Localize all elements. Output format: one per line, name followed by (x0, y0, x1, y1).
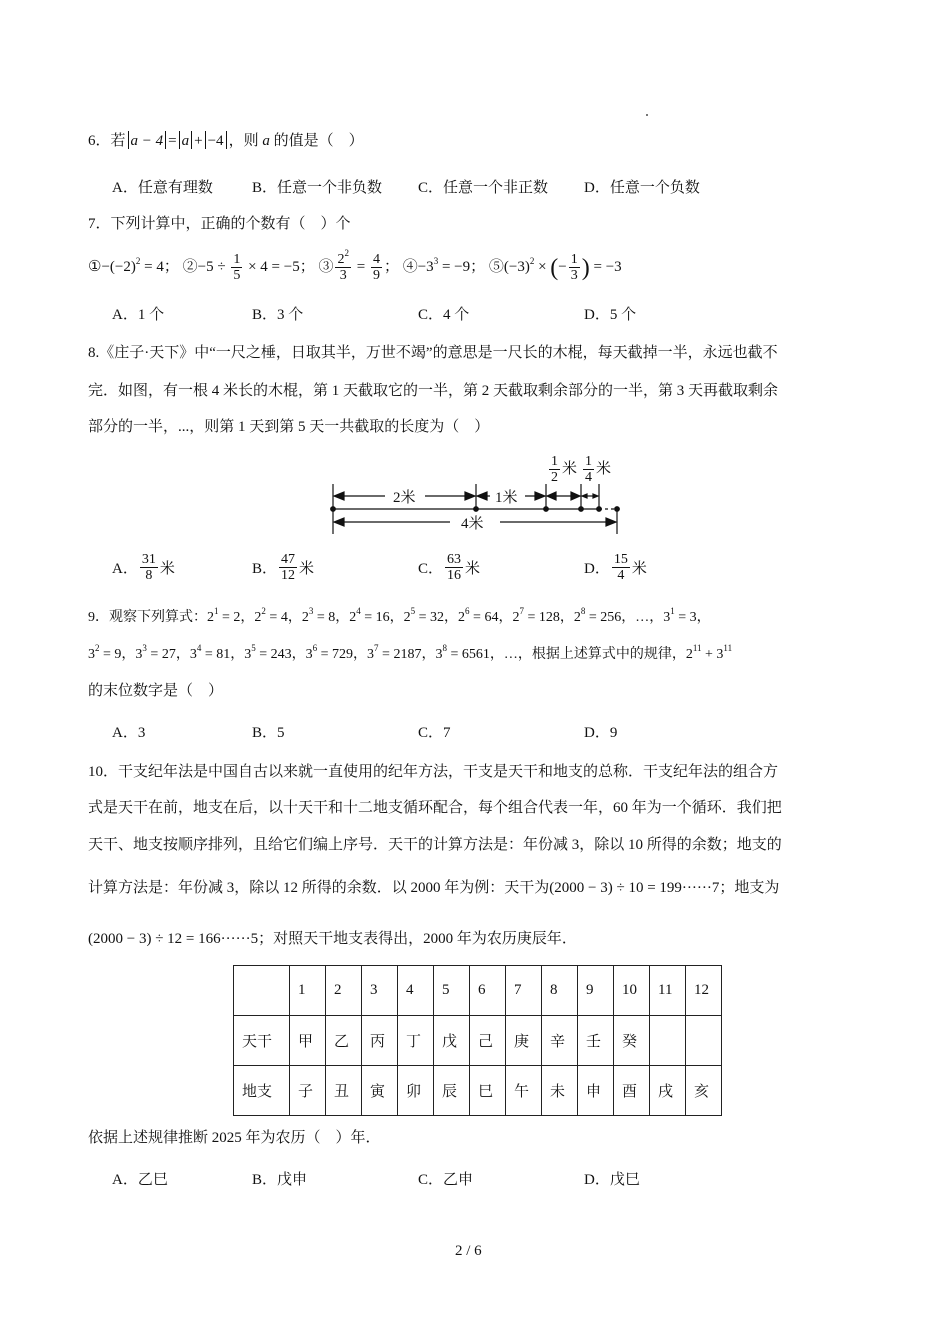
q7-items (88, 250, 622, 285)
q7-option-a[interactable]: A．1 个 (112, 307, 165, 323)
q10-line-5: (2000 − 3) ÷ 12 = 166······5；对照天干地支表得出，2000 年为农历庚辰年． (88, 931, 577, 947)
q7-item-1: $①-(-2)^2 = 4$； (88, 256, 179, 275)
q8-option-d[interactable]: D． $\frac{15}{4}$ 米 (584, 552, 647, 583)
ganzhi-table (233, 965, 722, 1116)
q9-option-d[interactable]: D．9 (584, 725, 618, 741)
scan-dot (646, 114, 648, 116)
q6-option-b[interactable]: B．任意一个非负数 (252, 180, 383, 196)
page-number: 2 / 6 (455, 1243, 482, 1259)
q8-line-3: 部分的一半，...，则第 1 天到第 5 天一共截取的长度为（ ） (88, 419, 490, 435)
q6-option-c[interactable]: C．任意一个非正数 (418, 180, 549, 196)
q7-item-5: $⑤(-3)^2$ × (− $\frac{1}{3}$ ) = −3 (488, 252, 622, 284)
label-half-m: $\frac{1}{2}$ 米 (551, 454, 578, 485)
q10-option-a[interactable]: A．乙巳 (112, 1172, 168, 1188)
label-2m: 2米 (393, 486, 416, 507)
q8-options (112, 552, 752, 592)
q9-options (112, 721, 752, 745)
label-quarter-m: $\frac{1}{4}$ 米 (585, 454, 612, 485)
q6-options (112, 176, 752, 200)
q8-option-b[interactable]: B． $\frac{47}{12}$ 米 (252, 552, 315, 583)
q9-line-3: 的末位数字是（ ） (88, 683, 224, 699)
label-1m: 1米 (495, 486, 518, 507)
label-4m: 4米 (461, 512, 484, 533)
q8-line-1: 8.《庄子·天下》中“一尺之棰，日取其半，万世不竭”的意思是一尺长的木棍，每天截掉一半，永远也截不 (88, 345, 778, 361)
q10-line-4: 计算方法是：年份减 3，除以 12 所得的余数．以 2000 年为例：天干为(2000 − 3) ÷ 10 = 199······7；地支为 (88, 880, 780, 896)
q7-item-4: $④-3^3 = -9$； (402, 256, 486, 275)
q8-line-2: 完．如图，有一根 4 米长的木棍，第 1 天截取它的一半，第 2 天截取剩余部分的一半，第 3 天再截取剩余 (88, 383, 779, 399)
q6-option-d[interactable]: D．任意一个负数 (584, 180, 700, 196)
q10-option-c[interactable]: C．乙申 (418, 1172, 474, 1188)
q7-option-b[interactable]: B．3 个 (252, 307, 304, 323)
q6-option-a[interactable]: A．任意有理数 (112, 180, 213, 196)
q9-line-2: $3^2 = 9$，$3^3 = 27$，$3^4 = 81$，$3^5 = 243$，$3^6 = 729$，$3^7 = 2187$，$3^8 = 6561$，…，根据上述算式中的规律，$2^{11} + 3^{11}$ (88, 643, 733, 662)
table-row-dizhi: 地支 子 丑 寅 卯 辰 巳 午 未 申 酉 戌 亥 (234, 1066, 722, 1116)
q10-line-1: 10．干支纪年法是中国自古以来就一直使用的纪年方法，干支是天干和地支的总称．干支纪年法的组合方 (88, 764, 779, 780)
q8-option-c[interactable]: C． $\frac{63}{16}$ 米 (418, 552, 481, 583)
q10-line-3: 天干、地支按顺序排列，且给它们编上序号．天干的计算方法是：年份减 3，除以 10 所得的余数；地支的 (88, 837, 782, 853)
q7-option-d[interactable]: D．5 个 (584, 307, 637, 323)
q9-option-b[interactable]: B．5 (252, 725, 285, 741)
table-row-tiangan: 天干 甲 乙 丙 丁 戊 己 庚 辛 壬 癸 (234, 1016, 722, 1066)
q9-option-c[interactable]: C．7 (418, 725, 451, 741)
q7-item-3: ③ $\frac{2^2}{3}$ = $\frac{4}{9}$ ； (318, 248, 399, 284)
q7-option-c[interactable]: C．4 个 (418, 307, 470, 323)
q8-option-a[interactable]: A． $\frac{31}{8}$ 米 (112, 552, 175, 583)
q9-line-1: 9．观察下列算式：$2^1 = 2$，$2^2 = 4$，$2^3 = 8$，$2^4 = 16$，$2^5 = 32$，$2^6 = 64$，$2^7 = 128$，$2^8 = 256$，…，$3^1 = 3$， (88, 606, 711, 625)
q6-stem: 6．若 a − 4 = a + −4 ，则 a 的值是（ ） (88, 133, 364, 149)
stick-figure (325, 452, 625, 537)
table-row-header: 1 2 3 4 5 6 7 8 9 10 11 12 (234, 966, 722, 1016)
q7-options (112, 303, 752, 327)
q10-line-2: 式是天干在前，地支在后，以十天干和十二地支循环配合，每个组合代表一年，60 年为一个循环．我们把 (88, 800, 782, 816)
q9-option-a[interactable]: A．3 (112, 725, 146, 741)
q10-options (112, 1168, 752, 1192)
q7-item-2: ②−5 ÷ $\frac{1}{5}$ × 4 = −5； (182, 252, 315, 284)
q6-number: 6． (88, 133, 111, 149)
q7-stem: 7．下列计算中，正确的个数有（ ）个 (88, 216, 351, 232)
q10-question: 依据上述规律推断 2025 年为农历（ ）年． (88, 1130, 381, 1146)
q10-option-b[interactable]: B．戊申 (252, 1172, 308, 1188)
q10-option-d[interactable]: D．戊巳 (584, 1172, 640, 1188)
